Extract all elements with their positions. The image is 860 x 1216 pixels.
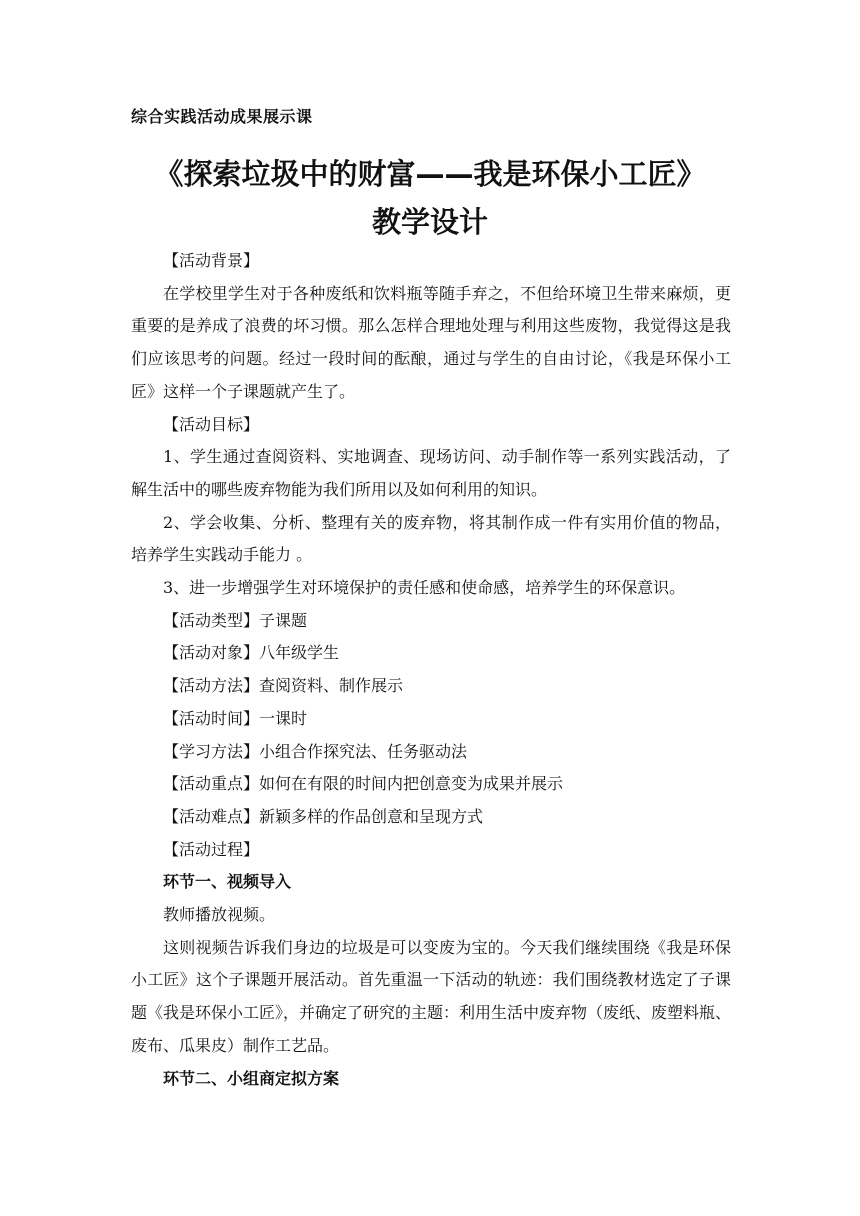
- goals-heading: 【活动目标】: [163, 414, 260, 434]
- goal-item-2: 2、学会收集、分析、整理有关的废弃物，将其制作成一件有实用价值的物品，培养学生实践动手能力 。: [131, 512, 731, 565]
- document-title: 《探索垃圾中的财富——我是环保小工匠》: [154, 157, 706, 191]
- step1-heading: 环节一、视频导入: [163, 872, 292, 892]
- document-body: [131, 245, 731, 1095]
- step1-text-2: 这则视频告诉我们身边的垃圾是可以变废为宝的。今天我们继续围绕《我是环保小工匠》这个子课题开展活动。首先重温一下活动的轨迹：我们围绕教材选定了子课题《我是环保小工匠》，并确定了研究的主题：利用生活中废弃物（废纸、废塑料瓶、废布、瓜果皮）制作工艺品。: [131, 937, 732, 1055]
- document-subtitle: 教学设计: [371, 205, 488, 239]
- activity-method: 【活动方法】查阅资料、制作展示: [163, 676, 404, 696]
- learning-method: 【学习方法】小组合作探究法、任务驱动法: [163, 741, 468, 761]
- course-type-label: 综合实践活动成果展示课: [131, 107, 313, 126]
- background-heading: 【活动背景】: [163, 251, 260, 270]
- process-heading: 【活动过程】: [163, 839, 260, 859]
- goal-item-3: 3、进一步增强学生对环境保护的责任感和使命感，培养学生的环保意识。: [163, 578, 686, 598]
- activity-difficulty: 【活动难点】新颖多样的作品创意和呈现方式: [163, 806, 484, 826]
- activity-type: 【活动类型】子课题: [163, 610, 308, 630]
- background-paragraph: 在学校里学生对于各种废纸和饮料瓶等随手弃之，不但给环境卫生带来麻烦，更重要的是养成了浪费的坏习惯。那么怎样合理地处理与利用这些废物，我觉得这是我们应该思考的问题。经过一段时间的酝酿，通过与学生的自由讨论，《我是环保小工匠》这样一个子课题就产生了。: [131, 283, 731, 401]
- activity-target: 【活动对象】八年级学生: [163, 643, 340, 663]
- activity-key-point: 【活动重点】如何在有限的时间内把创意变为成果并展示: [163, 774, 564, 794]
- activity-time: 【活动时间】一课时: [163, 708, 308, 728]
- step1-text-1: 教师播放视频。: [163, 905, 276, 925]
- step2-heading: 环节二、小组商定拟方案: [163, 1068, 340, 1088]
- goal-item-1: 1、学生通过查阅资料、实地调查、现场访问、动手制作等一系列实践活动，了解生活中的哪些废弃物能为我们所用以及如何利用的知识。: [131, 447, 731, 499]
